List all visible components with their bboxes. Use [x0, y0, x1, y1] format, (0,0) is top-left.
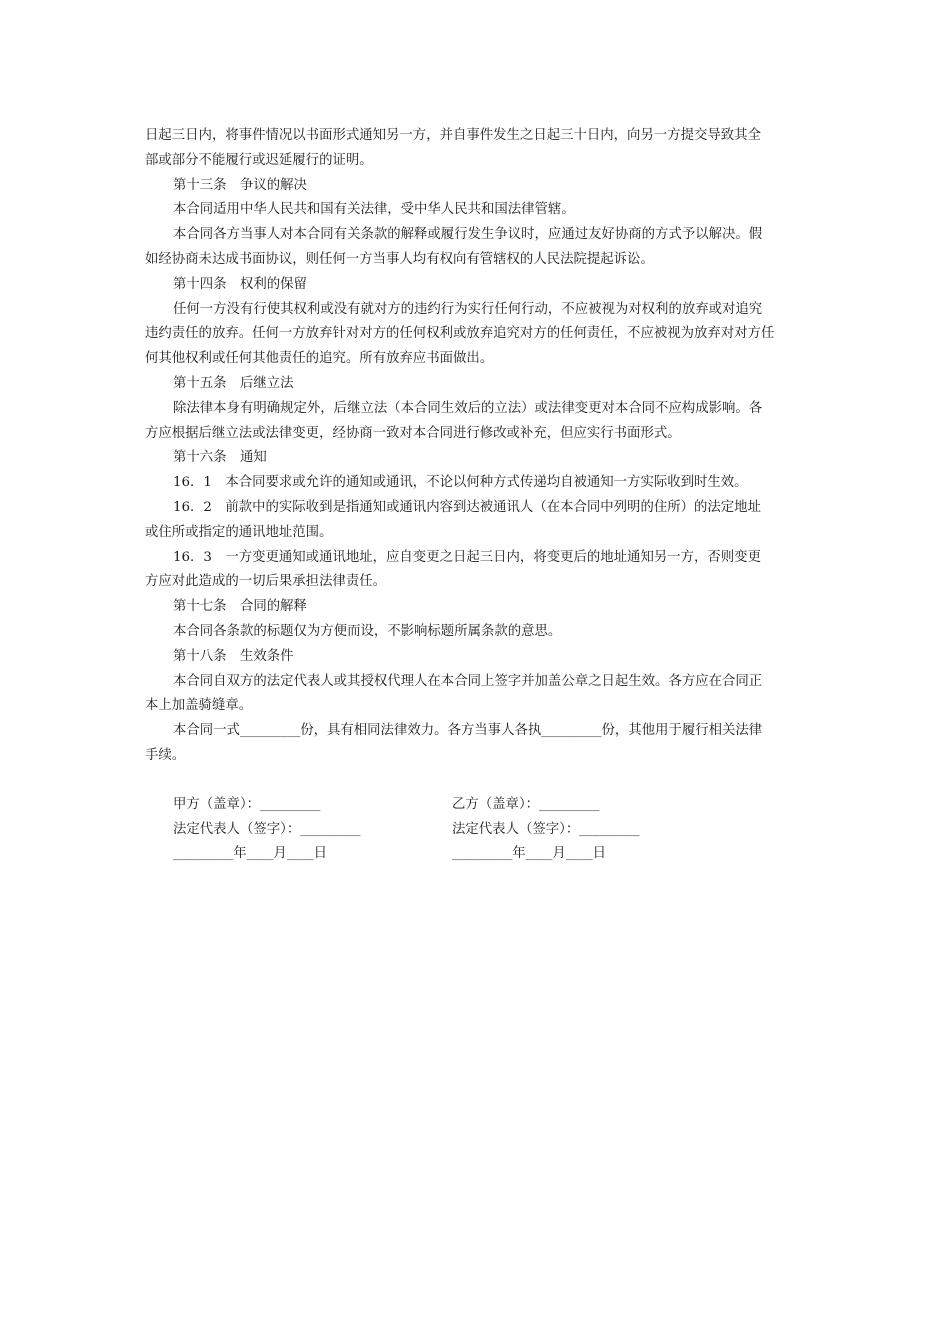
party-b-date: _________年____月____日	[452, 846, 606, 862]
text-line: 本合同各方当事人对本合同有关条款的解释或履行发生争议时，应通过友好协商的方式予以解决。假	[173, 227, 763, 243]
text-line: 16．2 前款中的实际收到是指通知或通讯内容到达被通讯人（在本合同中列明的住所）的法定地址	[173, 499, 761, 515]
text-line: 手续。	[145, 747, 186, 763]
text-line: 本合同自双方的法定代表人或其授权代理人在本合同上签字并加盖公章之日起生效。各方应在合同正	[173, 673, 763, 689]
party-a-seal: 甲方（盖章）：_________	[173, 796, 321, 812]
text-line: 任何一方没有行使其权利或没有就对方的违约行为实行任何行动，不应被视为对权利的放弃或对追究	[173, 301, 763, 317]
representative-row	[145, 818, 810, 843]
text-line: 本上加盖骑缝章。	[145, 698, 253, 714]
party-b-seal: 乙方（盖章）：_________	[452, 796, 600, 812]
party-a-representative: 法定代表人（签字）：_________	[173, 821, 361, 837]
contract-body	[145, 124, 810, 769]
seal-row	[145, 793, 810, 818]
text-line: 本合同适用中华人民共和国有关法律，受中华人民共和国法律管辖。	[173, 202, 575, 218]
signature-block	[145, 793, 810, 867]
text-line: 如经协商未达成书面协议，则任何一方当事人均有权向有管辖权的人民法院提起诉讼。	[145, 251, 654, 267]
text-line: 16．3 一方变更通知或通讯地址，应自变更之日起三日内，将变更后的地址通知另一方，否则变更	[173, 549, 761, 565]
date-row	[145, 842, 810, 867]
text-line: 或住所或指定的通讯地址范围。	[145, 524, 333, 540]
text-line: 16．1 本合同要求或允许的通知或通讯，不论以何种方式传递均自被通知一方实际收到时生效。	[173, 475, 748, 491]
text-line: 日起三日内，将事件情况以书面形式通知另一方，并自事件发生之日起三十日内，向另一方提交导致其全	[145, 128, 761, 143]
text-line: 方应对此造成的一切后果承担法律责任。	[145, 574, 387, 590]
text-line: 方应根据后继立法或法律变更，经协商一致对本合同进行修改或补充，但应实行书面形式。	[145, 425, 681, 441]
signature-gap	[145, 769, 810, 793]
text-line: 除法律本身有明确规定外，后继立法（本合同生效后的立法）或法律变更对本合同不应构成影响。各	[173, 400, 763, 416]
text-line: 第十七条 合同的解释	[173, 599, 307, 615]
text-line: 第十三条 争议的解决	[173, 177, 307, 193]
party-a-date: _________年____月____日	[173, 846, 327, 862]
party-b-representative: 法定代表人（签字）：_________	[452, 821, 640, 837]
text-line: 本合同各条款的标题仅为方便而设，不影响标题所属条款的意思。	[173, 623, 562, 639]
text-line: 第十八条 生效条件	[173, 648, 294, 664]
text-line: 第十六条 通知	[173, 450, 267, 466]
text-line: 第十五条 后继立法	[173, 375, 294, 391]
text-line: 部或部分不能履行或迟延履行的证明。	[145, 152, 373, 168]
text-line: 本合同一式_________份，具有相同法律效力。各方当事人各执_________份，其他用于履行相关法律	[173, 723, 763, 739]
contract-page	[145, 124, 810, 867]
text-line: 何其他权利或任何其他责任的追究。所有放弃应书面做出。	[145, 351, 494, 367]
text-line: 第十四条 权利的保留	[173, 276, 307, 292]
text-line: 违约责任的放弃。任何一方放弃针对对方的任何权利或放弃追究对方的任何责任，不应被视为放弃对对方任	[145, 326, 775, 342]
